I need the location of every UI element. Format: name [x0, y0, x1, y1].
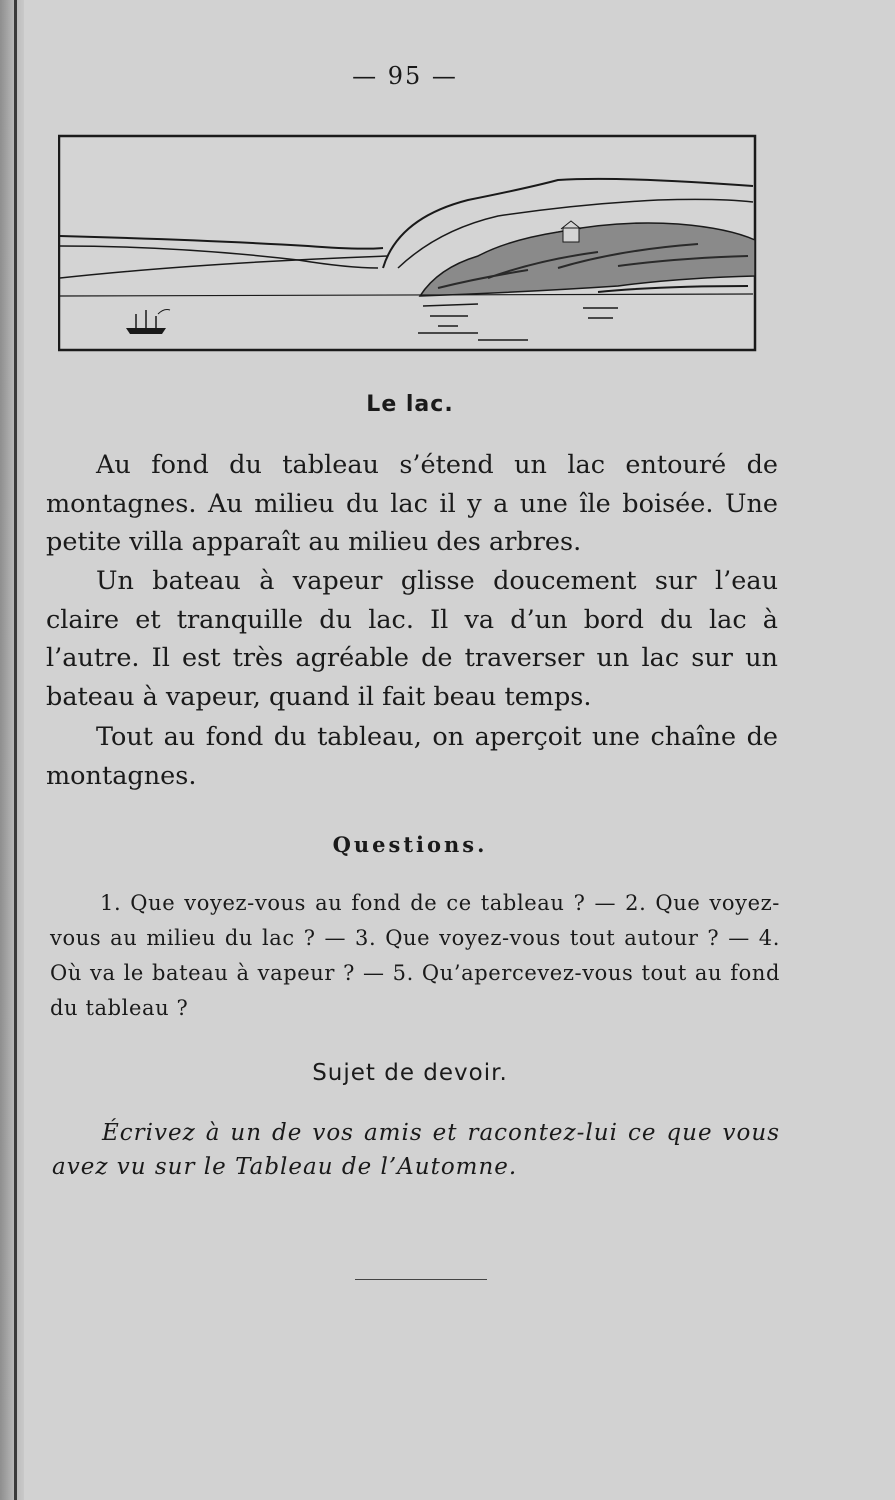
page-number: — 95 — — [352, 62, 458, 90]
lake-illustration — [58, 128, 758, 353]
paragraph-1: Au fond du tableau s’étend un lac entouré de montagnes. Au milieu du lac il y a une île boisée. Une petite villa apparaît au milieu des arbres. — [46, 450, 778, 557]
questions-title: Questions. — [332, 832, 488, 857]
section-title-lac: Le lac. — [366, 392, 454, 417]
homework-title: Sujet de devoir. — [312, 1060, 508, 1086]
villa-house — [563, 228, 579, 242]
homework-instruction: Écrivez à un de vos amis et racontez-lui ce que vous avez vu sur le Tableau de l’Automne. — [52, 1120, 780, 1180]
paragraph-2: Un bateau à vapeur glisse doucement sur l’eau claire et tranquille du lac. Il va d’un bord du lac à l’autre. Il est très agréable de traverser un lac sur un bateau à vapeur, quand il fait beau temps. — [46, 566, 778, 712]
steamboat-hull — [126, 328, 166, 334]
closing-rule — [355, 1279, 487, 1280]
questions-list: 1. Que voyez-vous au fond de ce tableau ? — 2. Que voyez-vous au milieu du lac ? — 3. Que voyez-vous tout autour ? — 4. Où va le bateau à vapeur ? — 5. Qu’apercevez-vous tout au fond du tableau ? — [50, 891, 780, 1020]
binding-edge — [14, 0, 17, 1500]
paragraph-3: Tout au fond du tableau, on aperçoit une chaîne de montagnes. — [46, 722, 778, 791]
lake-illustration-drawing — [58, 128, 758, 353]
book-spine-shadow — [0, 0, 24, 1500]
